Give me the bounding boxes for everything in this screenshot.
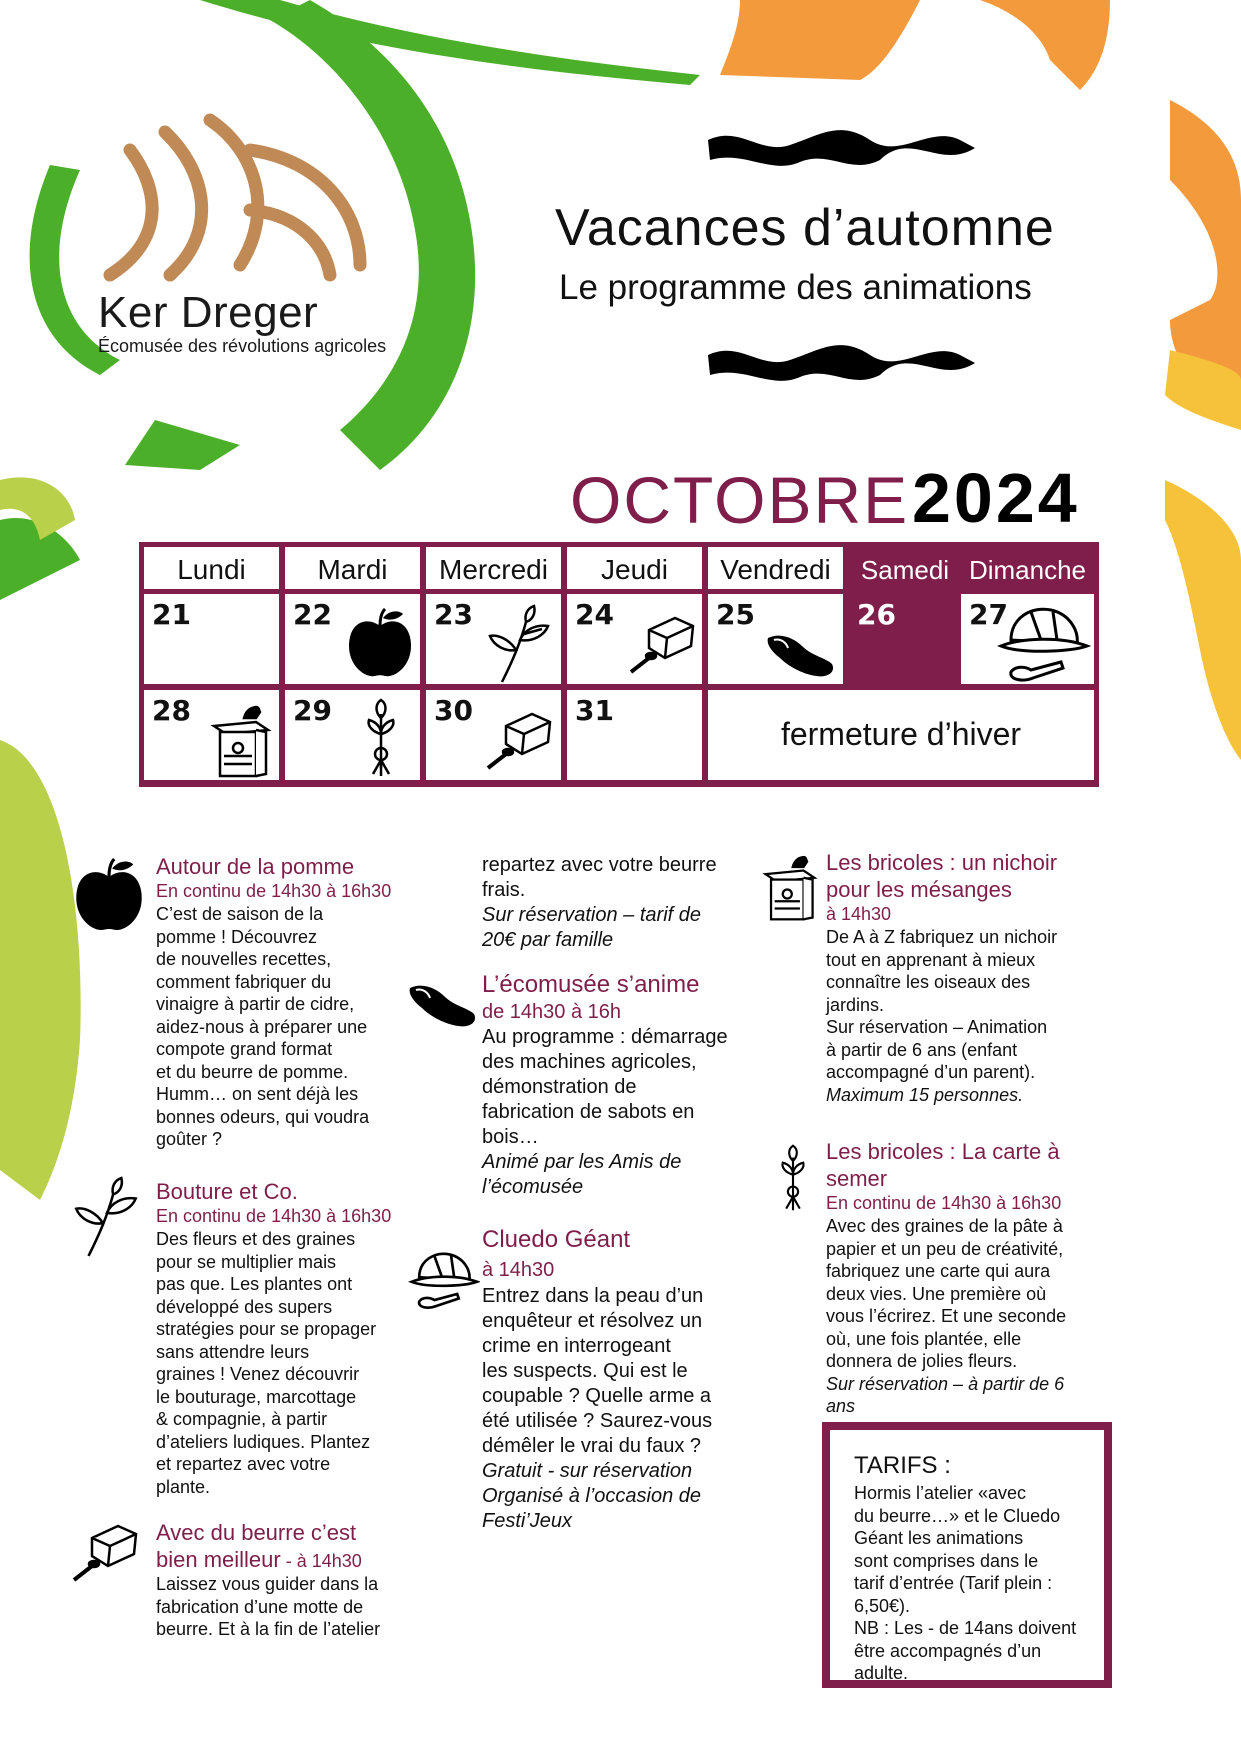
activity-time: En continu de 14h30 à 16h30 [826, 1193, 1062, 1213]
calendar-day-21 [144, 594, 279, 684]
clog-icon [408, 980, 478, 1030]
butter-icon [484, 708, 554, 774]
month-year: 2024 [912, 459, 1080, 537]
tarifs-title: TARIFS : [854, 1452, 951, 1479]
orange-arc-top [720, 0, 920, 80]
text-line: et repartez avec votre [156, 1454, 331, 1474]
text-line: sans attendre leurs [156, 1341, 310, 1362]
day-number: 24 [575, 598, 614, 631]
day-number: 25 [716, 598, 755, 631]
detective-icon [404, 1246, 480, 1310]
day-number: 28 [152, 694, 191, 727]
month-name: OCTOBRE [570, 463, 910, 537]
text-line: le bouturage, marcottage [156, 1386, 357, 1407]
butter-icon [70, 1520, 140, 1586]
activity-anime [482, 970, 772, 1200]
calendar-header-vendredi: Vendredi [708, 547, 843, 589]
day-number: 30 [434, 694, 473, 727]
text-line: Entrez dans la peau d’un [482, 1285, 704, 1307]
orange-arc-corner [980, 0, 1110, 90]
text-line: et du beurre de pomme. [156, 1061, 349, 1082]
text-line: crime en interrogeant [482, 1335, 671, 1357]
text-line: deux vies. Une première où [826, 1283, 1047, 1304]
note-line: ans [826, 1396, 856, 1416]
text-line: De A à Z fabriquez un nichoir [826, 927, 1058, 947]
text-line: enquêteur et résolvez un [482, 1310, 703, 1332]
activity-time: En continu de 14h30 à 16h30 [156, 1206, 392, 1226]
activity-beurre-cont [482, 853, 772, 953]
seedling-icon [361, 698, 401, 778]
text-line: tout en apprenant à mieux [826, 949, 1036, 970]
text-line: frais. [482, 879, 526, 901]
text-line: bonnes odeurs, qui voudra [156, 1106, 370, 1127]
note-line: Animé par les Amis de [482, 1151, 682, 1173]
text-line: beurre. Et à la fin de l’atelier [156, 1619, 381, 1639]
calendar-header-mercredi: Mercredi [426, 547, 561, 589]
activity-time: à 14h30 [826, 904, 892, 924]
day-number: 21 [152, 598, 191, 631]
text-line: Humm… on sent déjà les [156, 1084, 359, 1104]
yellow-arc-2 [1165, 480, 1241, 760]
text-line: démonstration de [482, 1076, 637, 1098]
calendar-day-30 [426, 690, 561, 780]
calendar-header-jeudi: Jeudi [567, 547, 702, 589]
activity-title-cont: semer [826, 1166, 888, 1191]
text-line: Des fleurs et des graines [156, 1229, 356, 1249]
text-line: Sur réservation – Animation [826, 1017, 1048, 1037]
text-line: vous l’écrirez. Et une seconde [826, 1306, 1067, 1326]
calendar-day-29 [285, 690, 420, 780]
activity-title-cont: pour les mésanges [826, 877, 1012, 902]
text-line: des machines agricoles, [482, 1051, 697, 1073]
text-line: Au programme : démarrage [482, 1026, 728, 1048]
text-line: pour se multiplier mais [156, 1251, 337, 1272]
cutting-icon [488, 604, 554, 684]
text-line: pomme ! Découvrez [156, 926, 318, 947]
calendar-day-26 [849, 594, 961, 684]
calendar-day-31 [567, 690, 702, 780]
page-title: Vacances d’automne [555, 199, 1055, 257]
activity-nichoir [826, 849, 1126, 1106]
day-number: 27 [969, 598, 1008, 631]
page-subtitle: Le programme des animations [559, 268, 1032, 307]
calendar-header-samedi: Samedi [849, 547, 961, 589]
calendar-header-dimanche: Dimanche [961, 547, 1094, 589]
text-line: d’ateliers ludiques. Plantez [156, 1431, 371, 1452]
brand-subtitle: Écomusée des révolutions agricoles [98, 336, 387, 356]
text-line: papier et un peu de créativité, [826, 1238, 1064, 1259]
lime-arc-bottom [0, 740, 81, 1200]
text-line: goûter ? [156, 1129, 223, 1149]
text-line: où, une fois plantée, elle [826, 1328, 1022, 1349]
activity-title: Avec du beurre c’est [156, 1520, 357, 1545]
text-line: C’est de saison de la [156, 904, 324, 924]
note-line: Festi’Jeux [482, 1510, 573, 1532]
note-line: Gratuit - sur réservation [482, 1460, 693, 1482]
text-line: Hormis l’atelier «avec [854, 1483, 1027, 1503]
text-line: vinaigre à partir de cidre, [156, 994, 355, 1014]
activity-carte [826, 1138, 1126, 1418]
text-line: Laissez vous guider dans la [156, 1574, 379, 1594]
activity-title: Bouture et Co. [156, 1179, 298, 1204]
note-line: Sur réservation – à partir de 6 [826, 1373, 1065, 1394]
activity-cluedo [482, 1224, 772, 1534]
text-line: fabrication d’une motte de [156, 1596, 364, 1617]
note-line: l’écomusée [482, 1176, 584, 1198]
text-line: bois… [482, 1126, 539, 1148]
activity-time: - à 14h30 [280, 1551, 362, 1571]
day-number: 31 [575, 694, 614, 727]
text-line: de nouvelles recettes, [156, 949, 332, 969]
text-line: repartez avec votre beurre [482, 854, 717, 876]
text-line: adulte. [854, 1663, 909, 1683]
activity-title: Cluedo Géant [482, 1226, 631, 1253]
green-shard [125, 420, 240, 470]
tarifs-box [822, 1422, 1112, 1688]
butter-icon [627, 612, 697, 678]
birdhouse-icon [762, 846, 818, 924]
text-line: comment fabriquer du [156, 971, 332, 992]
text-line: tarif d’entrée (Tarif plein : [854, 1573, 1053, 1593]
text-line: donnera de jolies fleurs. [826, 1351, 1018, 1371]
apple-icon [347, 608, 413, 680]
text-line: compote grand format [156, 1039, 333, 1059]
text-line: stratégies pour se propager [156, 1319, 377, 1339]
activity-title: Les bricoles : un nichoir [826, 850, 1058, 875]
text-line: 6,50€). [854, 1595, 911, 1616]
note-line: Organisé à l’occasion de [482, 1485, 702, 1507]
ker-dreger-logo-icon [110, 120, 360, 275]
text-line: démêler le vrai du faux ? [482, 1435, 702, 1457]
cutting-icon [72, 1176, 144, 1258]
activity-title: L’écomusée s’anime [482, 971, 700, 998]
clog-icon [766, 630, 836, 680]
activity-title: Autour de la pomme [156, 854, 355, 879]
calendar-day-25 [708, 594, 843, 684]
closed-notice: fermeture d’hiver [708, 690, 1094, 780]
note-line: Maximum 15 personnes. [826, 1084, 1024, 1105]
activity-bouture [156, 1178, 466, 1498]
text-line: être accompagnés d’un [854, 1640, 1042, 1661]
text-line: été utilisée ? Saurez-vous [482, 1410, 713, 1432]
birdhouse-icon [210, 696, 272, 780]
text-line: connaître les oiseaux des [826, 972, 1031, 992]
activity-title-cont: bien meilleur [156, 1547, 281, 1572]
calendar-day-28 [144, 690, 279, 780]
brand-name: Ker Dreger [98, 288, 319, 337]
calendar-day-27 [961, 594, 1094, 684]
wave-bottom [708, 345, 975, 381]
text-line: du beurre…» et le Cluedo [854, 1505, 1061, 1526]
calendar-header-lundi: Lundi [144, 547, 279, 589]
calendar [139, 542, 1099, 787]
text-line: aidez-nous à préparer une [156, 1016, 368, 1037]
day-number: 23 [434, 598, 473, 631]
calendar-day-24 [567, 594, 702, 684]
detective-icon [991, 600, 1091, 682]
day-number: 26 [857, 598, 896, 631]
text-line: fabrication de sabots en [482, 1101, 695, 1123]
text-line: coupable ? Quelle arme a [482, 1385, 712, 1407]
text-line: pas que. Les plantes ont [156, 1274, 353, 1294]
text-line: plante. [156, 1476, 211, 1497]
text-line: les suspects. Qui est le [482, 1360, 688, 1382]
note-line: Sur réservation – tarif de [482, 904, 701, 926]
text-line: sont comprises dans le [854, 1550, 1039, 1571]
text-line: fabriquez une carte qui aura [826, 1261, 1051, 1281]
note-line: 20€ par famille [482, 929, 614, 951]
calendar-header-mardi: Mardi [285, 547, 420, 589]
text-line: jardins. [826, 994, 885, 1015]
calendar-day-23 [426, 594, 561, 684]
activity-time: En continu de 14h30 à 16h30 [156, 881, 392, 901]
day-number: 29 [293, 694, 332, 727]
seedling-icon [776, 1140, 810, 1216]
text-line: & compagnie, à partir [156, 1409, 328, 1429]
text-line: développé des supers [156, 1296, 333, 1317]
green-arc-band [200, 0, 700, 85]
activity-beurre [156, 1519, 466, 1641]
text-line: accompagné d’un parent). [826, 1062, 1036, 1082]
activity-time: à 14h30 [482, 1259, 555, 1281]
text-line: Avec des graines de la pâte à [826, 1216, 1063, 1236]
activity-title: Les bricoles : La carte à [826, 1139, 1060, 1164]
text-line: Géant les animations [854, 1528, 1024, 1548]
apple-icon [74, 858, 144, 934]
text-line: à partir de 6 ans (enfant [826, 1039, 1018, 1060]
calendar-day-22 [285, 594, 420, 684]
text-line: NB : Les - de 14ans doivent [854, 1618, 1077, 1638]
wave-top [708, 130, 975, 166]
day-number: 22 [293, 598, 332, 631]
text-line: graines ! Venez découvrir [156, 1364, 360, 1384]
activity-time: de 14h30 à 16h [482, 1001, 622, 1023]
